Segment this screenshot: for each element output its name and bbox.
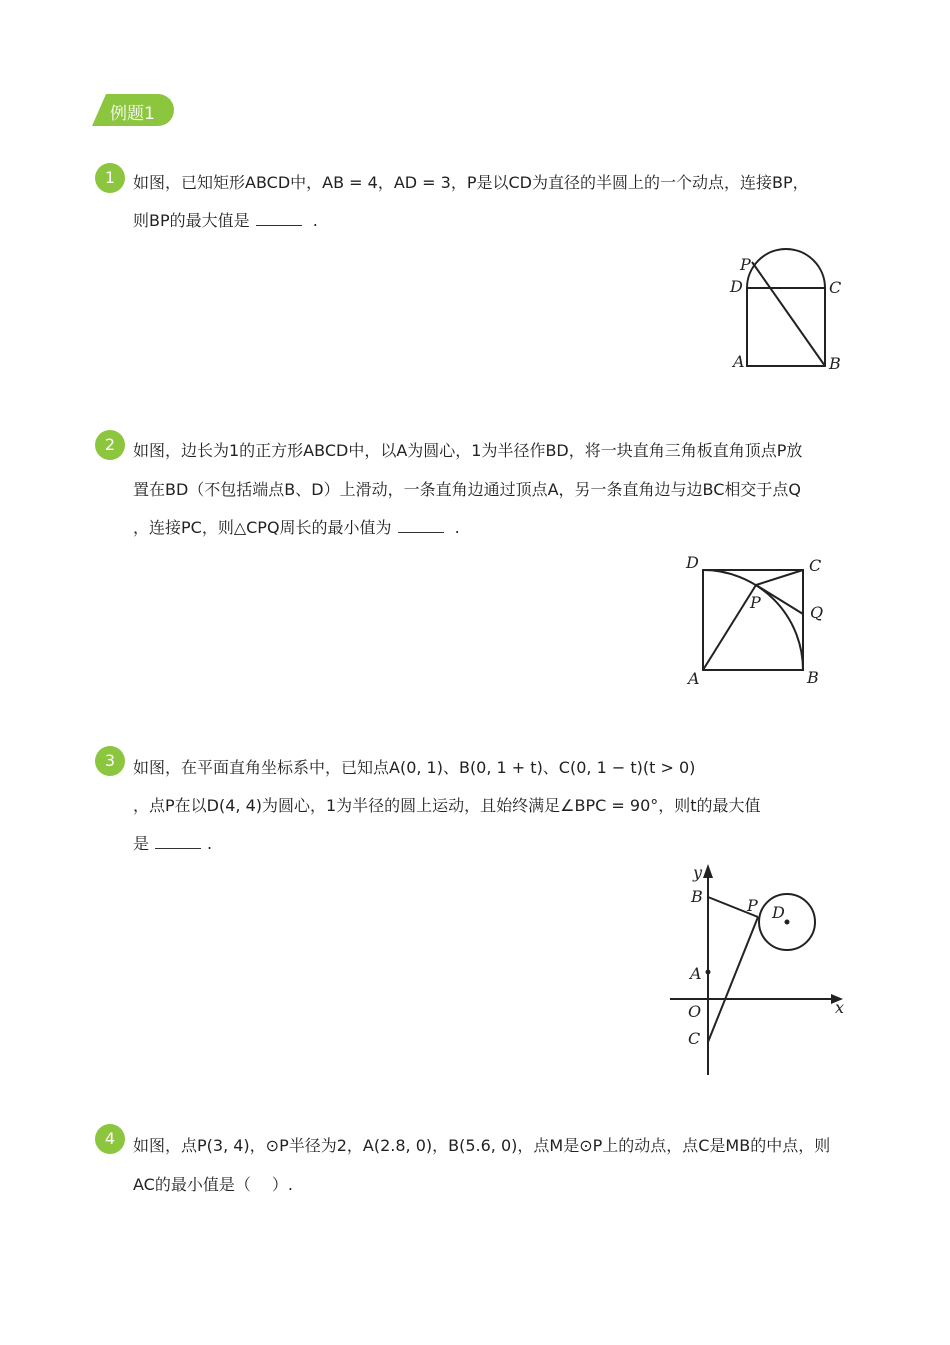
answer-blank — [155, 836, 201, 849]
fig2-label-c: C — [809, 556, 822, 575]
answer-blank — [256, 213, 302, 226]
fig3-label-x: x — [835, 998, 845, 1017]
answer-blank — [398, 520, 444, 533]
problem-1-period: . — [312, 211, 318, 230]
problem-3-period: . — [207, 834, 213, 853]
figure-square-arc — [682, 550, 842, 690]
problem-1-line-2 — [133, 208, 318, 231]
problem-2-period: . — [454, 518, 460, 537]
fig2-label-p: P — [750, 593, 761, 612]
example-title: 例题1 — [110, 104, 155, 124]
fig3-label-o: O — [688, 1002, 702, 1021]
problem-3-text-3: 是 — [133, 834, 150, 853]
fig1-label-c: C — [829, 278, 842, 297]
fig1-label-b: B — [829, 354, 841, 373]
problem-2-line-2: 置在BD（不包括端点B、D）上滑动，一条直角边通过顶点A，另一条直角边与边BC相交于点Q — [133, 480, 802, 499]
problem-1-line-1: 如图，已知矩形ABCD中，AB = 4，AD = 3，P是以CD为直径的半圆上的一个动点，连接BP， — [133, 173, 809, 192]
fig3-label-a: A — [690, 964, 702, 983]
example-title-badge — [92, 94, 174, 126]
problem-2-line-1: 如图，边长为1的正方形ABCD中，以A为圆心，1为半径作BD，将一块直角三角板直角顶点P放 — [133, 441, 803, 460]
fig3-label-d: D — [772, 903, 785, 922]
fig2-label-d: D — [686, 553, 699, 572]
fig1-label-p: P — [740, 255, 751, 274]
figure-rectangle-semicircle — [728, 240, 848, 380]
problem-3-line-2: ，点P在以D(4, 4)为圆心，1为半径的圆上运动，且始终满足∠BPC = 90°，则t的最大值 — [133, 796, 761, 815]
problem-number-2: 2 — [95, 430, 125, 460]
figure-coordinate-circle — [665, 860, 855, 1080]
fig1-label-a: A — [733, 352, 745, 371]
problem-2-line-3 — [133, 515, 460, 538]
problem-3-line-1: 如图，在平面直角坐标系中，已知点A(0, 1)、B(0, 1 + t)、C(0, 1 − t)(t > 0) — [133, 758, 696, 777]
problem-3-line-3 — [133, 831, 212, 854]
fig3-label-p: P — [747, 896, 758, 915]
problem-4-line-1: 如图，点P(3, 4)，⊙P半径为2，A(2.8, 0)，B(5.6, 0)，点M是⊙P上的动点，点C是MB的中点，则 — [133, 1136, 831, 1155]
fig2-label-q: Q — [810, 603, 824, 622]
fig3-label-y: y — [693, 863, 703, 882]
problem-number-4: 4 — [95, 1124, 125, 1154]
fig2-label-b: B — [807, 668, 819, 687]
problem-number-1: 1 — [95, 163, 125, 193]
fig1-label-d: D — [730, 277, 743, 296]
fig2-label-a: A — [688, 669, 700, 688]
fig3-label-b: B — [691, 887, 703, 906]
fig3-label-c: C — [688, 1029, 701, 1048]
problem-2-text-3: ，连接PC，则△CPQ周长的最小值为 — [133, 518, 392, 537]
problem-number-3: 3 — [95, 746, 125, 776]
problem-1-text-2: 则BP的最大值是 — [133, 211, 250, 230]
problem-4-line-2: AC的最小值是（ ）. — [133, 1175, 294, 1194]
